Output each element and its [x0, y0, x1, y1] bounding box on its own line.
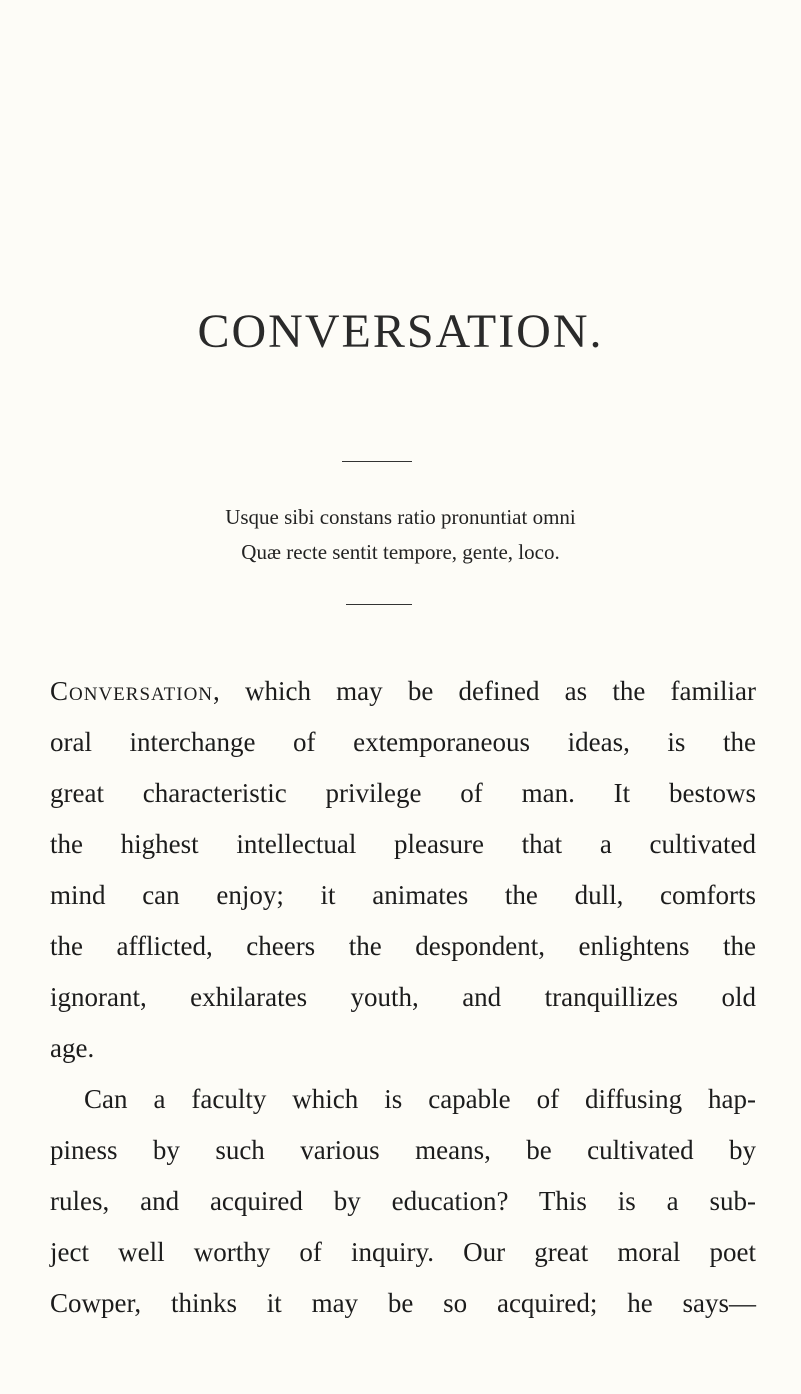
text-line: Cowper, thinks it may be so acquired; he says—: [50, 1288, 756, 1318]
text-line: ignorant, exhilarates youth, and tranquillizes old: [50, 982, 756, 1012]
text-line: great characteristic privilege of man. It bestows: [50, 778, 756, 808]
text-line: rules, and acquired by education? This is a sub-: [50, 1186, 756, 1216]
divider-top: [342, 461, 412, 462]
text-line: age.: [50, 1033, 95, 1063]
text-line: ject well worthy of inquiry. Our great moral poet: [50, 1237, 756, 1267]
chapter-title: CONVERSATION.: [197, 305, 604, 358]
lead-word: Conversation: [50, 676, 214, 706]
text-line-content: , which may be defined as the familiar: [213, 676, 756, 706]
epigraph-line-2: Quæ recte sentit tempore, gente, loco.: [241, 540, 560, 564]
text-line: piness by such various means, be cultivated by: [50, 1135, 756, 1165]
text-line: the afflicted, cheers the despondent, enlightens the: [50, 931, 756, 961]
text-line: Can a faculty which is capable of diffusing hap-: [84, 1084, 756, 1114]
text-line: [50, 678, 756, 705]
epigraph-line-1: Usque sibi constans ratio pronuntiat omni: [225, 505, 576, 529]
divider-bottom: [346, 604, 412, 605]
text-line: mind can enjoy; it animates the dull, comforts: [50, 880, 756, 910]
text-line: oral interchange of extemporaneous ideas, is the: [50, 727, 756, 757]
text-line: the highest intellectual pleasure that a cultivated: [50, 829, 756, 859]
